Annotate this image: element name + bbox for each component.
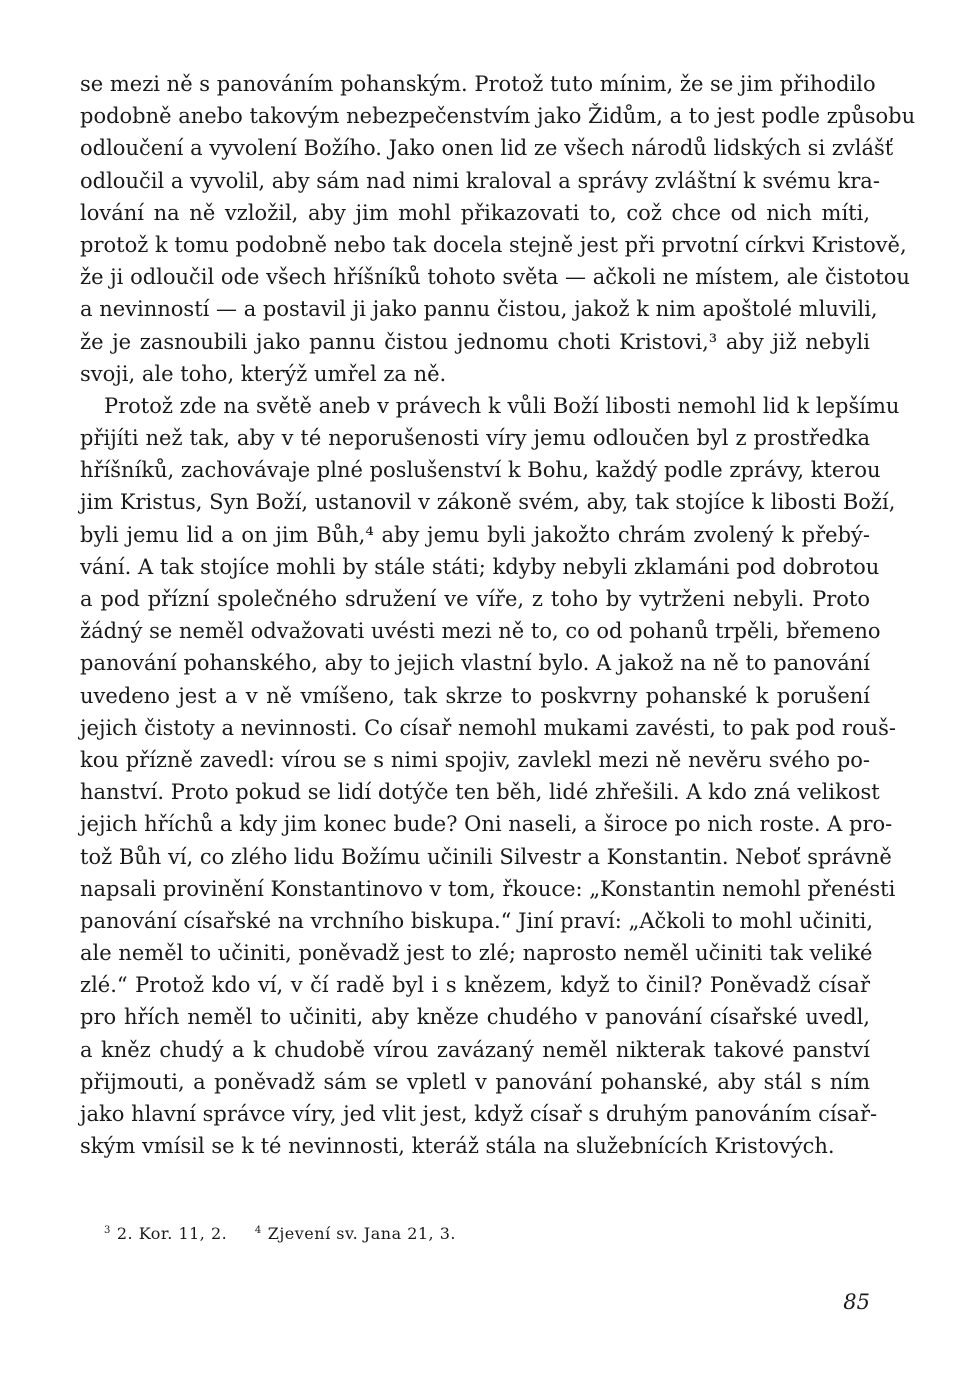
text-line: kou přízně zavedl: vírou se s nimi spojiv, zavlekl mezi ně nevěru svého po- [80,747,870,772]
text-line: uvedeno jest a v ně vmíšeno, tak skrze to poskvrny pohanské k porušení [80,683,870,708]
text-line: jejich hříchů a kdy jim konec bude? Oni naseli, a široce po nich roste. A pro- [80,812,893,837]
text-line: hříšníků, zachovávaje plné poslušenství k Bohu, každý podle zprávy, kterou [80,458,881,483]
text-line: přijmouti, a poněvadž sám se vpletl v panování pohanské, aby stál s ním [80,1069,870,1094]
page-number: 85 [843,1290,870,1314]
footnote [255,1224,456,1243]
text-line: pro hřích neměl to učiniti, aby kněze chudého v panování císařské uvedl, [80,1005,870,1030]
text-line: protož k tomu podobně nebo tak docela stejně jest při prvotní církvi Kristově, [80,232,907,257]
text-line: panování pohanského, aby to jejich vlastní bylo. A jakož na ně to panování [80,651,870,676]
text-line: odloučil a vyvolil, aby sám nad nimi kraloval a správy zvláštní k svému kra- [80,168,880,193]
text-line: podobně anebo takovým nebezpečenstvím jako Židům, a to jest podle způsobu [80,104,916,129]
paragraph-1 [80,68,916,390]
text-line: tož Bůh ví, co zlého lidu Božímu učinili Silvestr a Konstantin. Neboť správně [80,844,892,869]
text-line: byli jemu lid a on jim Bůh,⁴ aby jemu byli jakožto chrám zvolený k přebý- [80,522,870,547]
text-line: zlé.“ Protož kdo ví, v čí radě byl i s knězem, když to činil? Poněvadž císař [80,973,870,998]
paragraph-2 [80,390,900,1163]
text-line: panování císařské na vrchního biskupa.“ Jiní praví: „Ačkoli to mohl učiniti, [80,908,874,933]
text-line: přijíti než tak, aby v té neporušenosti víry jemu odloučen byl z prostředka [80,426,870,451]
footnote-text: 2. Kor. 11, 2. [116,1224,228,1243]
page-body [80,68,916,1162]
text-line: jako hlavní správce víry, jed vlit jest, když císař s druhým panováním císař- [80,1102,878,1126]
text-line: ským vmísil se k té nevinnosti, kteráž stála na služebnících Kristových. [80,1134,835,1159]
text-line: že je zasnoubili jako pannu čistou jednomu choti Kristovi,³ aby již nebyli [80,329,870,354]
text-line: Protož zde na světě aneb v právech k vůli Boží libosti nemohl lid k lepšímu [104,393,900,418]
footnote-mark: 3 [104,1225,111,1236]
footnote [104,1224,227,1243]
text-line: a nevinností — a postavil ji jako pannu čistou, jakož k nim apoštolé mluvili, [80,297,878,322]
text-line: hanství. Proto pokud se lidí dotýče ten běh, lidé zhřešili. A kdo zná velikost [80,780,880,805]
text-line: vání. A tak stojíce mohli by stále státi; kdyby nebyli zklamáni pod dobrotou [80,554,880,579]
text-line: lování na ně vzložil, aby jim mohl přikazovati to, což chce od nich míti, [80,200,870,225]
text-line: žádný se neměl odvažovati uvésti mezi ně to, co od pohanů trpěli, břemeno [80,619,881,644]
text-line: svoji, ale toho, kterýž umřel za ně. [80,361,447,386]
text-line: ale neměl to učiniti, poněvadž jest to zlé; naprosto neměl učiniti tak veliké [80,941,873,966]
text-line: a kněz chudý a k chudobě vírou zavázaný neměl nikterak takové panství [80,1037,870,1062]
footnote-text: Zjevení sv. Jana 21, 3. [267,1224,456,1243]
text-line: jejich čistoty a nevinnosti. Co císař nemohl mukami zavésti, to pak pod rouš- [80,715,896,740]
text-line: jim Kristus, Syn Boží, ustanovil v zákoně svém, aby, tak stojíce k libosti Boží, [80,490,896,515]
text-line: že ji odloučil ode všech hříšníků tohoto světa — ačkoli ne místem, ale čistotou [80,265,910,290]
text-line: a pod přízní společného sdružení ve víře, z toho by vytrženi nebyli. Proto [80,587,870,611]
footnote-mark: 4 [254,1225,262,1236]
text-line: odloučení a vyvolení Božího. Jako onen lid ze všech národů lidských si zvlášť [80,136,894,161]
text-line: napsali provinění Konstantinovo v tom, řkouce: „Konstantin nemohl přenésti [80,876,896,901]
footnotes [104,1224,478,1243]
text-line: se mezi ně s panováním pohanským. Protož tuto mínim, že se jim přihodilo [80,72,876,96]
